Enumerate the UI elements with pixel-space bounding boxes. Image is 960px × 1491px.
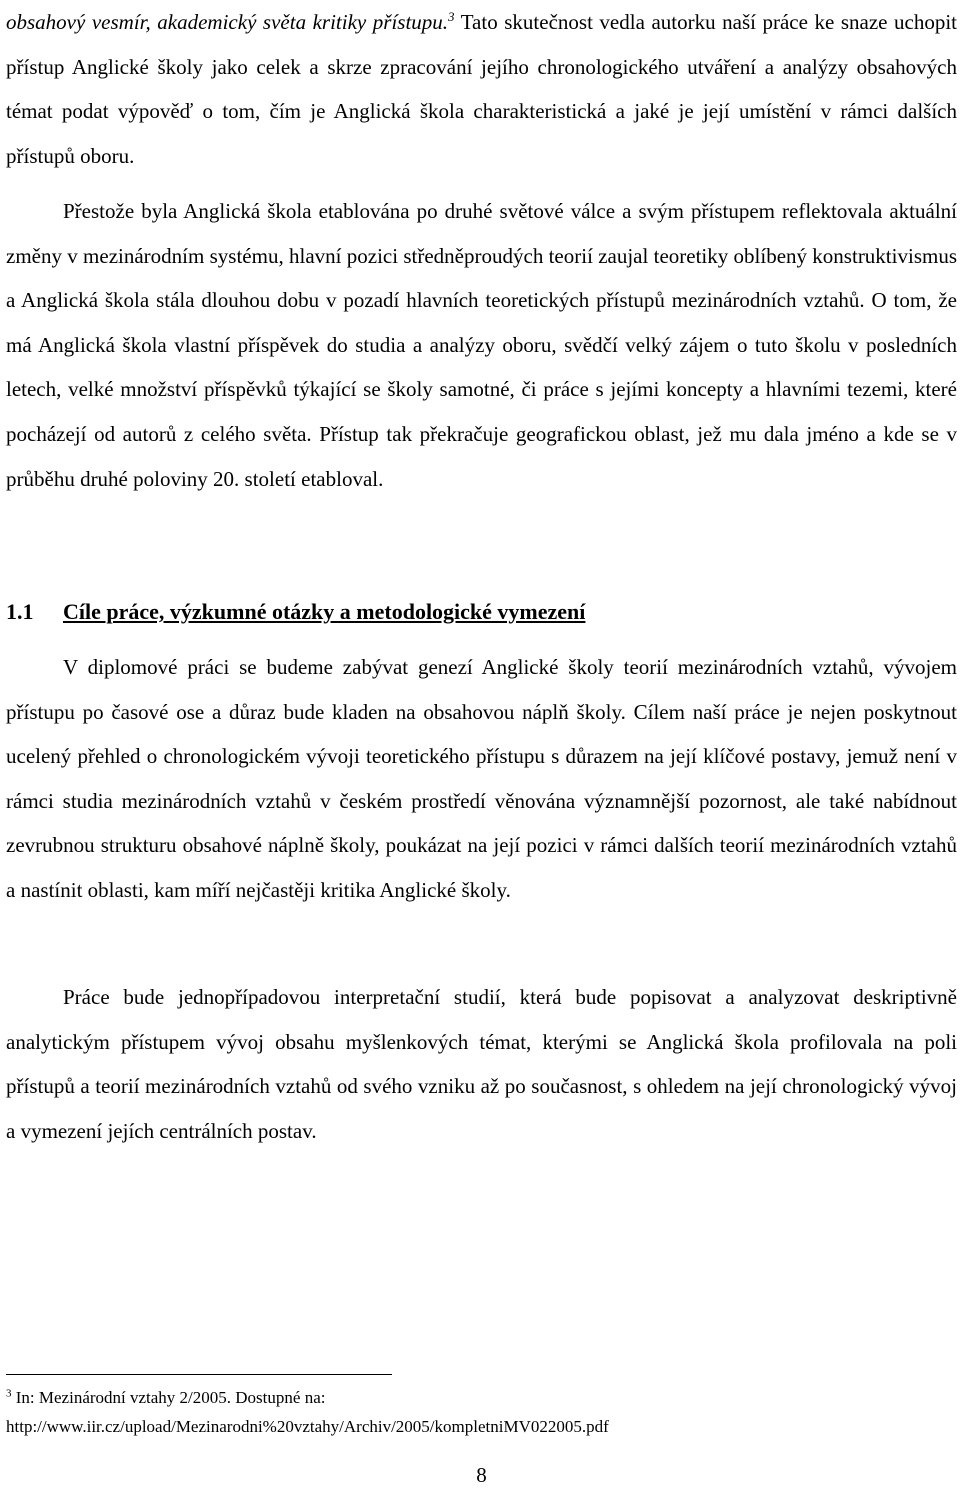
paragraph-methodology: Práce bude jednopřípadovou interpretační studií, která bude popisovat a analyzovat deskriptivně analytickým přístupem vývoj obsahu myšlenkových témat, kterými se Anglická škola profilovala na poli přístupů a teorií mezinárodních vztahů od svého vzniku až po současnost, s ohledem na její chronologický vývoj a vymezení jejích centrálních postav. [6,985,957,1143]
section-number: 1.1 [6,599,34,624]
section-title: Cíle práce, výzkumné otázky a metodologické vymezení [63,599,586,624]
footnote-mark: 3 [6,1387,12,1400]
footnote-reference[interactable]: 3 [448,9,455,24]
section-heading [6,590,957,634]
footnote [6,1383,957,1441]
paragraph-intro-continuation [6,0,957,178]
footnote-text: In: Mezinárodní vztahy 2/2005. Dostupné na: [11,1388,326,1407]
footnote-separator [6,1374,392,1375]
page-number: 8 [476,1463,487,1487]
paragraph-text: Tato skutečnost vedla autorku naší práce ke snaze uchopit přístup Anglické školy jako celek a skrze zpracování jejího chronologického utváření a analýzy obsahových témat podat výpověď o tom, čím je Anglická škola charakteristická a jaké je její umístění v rámci dalších přístupů oboru. [6,10,957,168]
paragraph-english-school-context: Přestože byla Anglická škola etablována po druhé světové válce a svým přístupem reflektovala aktuální změny v mezinárodním systému, hlavní pozici středněproudých teorií zaujal teoretiky oblíbený konstruktivismus a Anglická škola stála dlouhou dobu v pozadí hlavních teoretických přístupů mezinárodních vztahů. O tom, že má Anglická škola vlastní příspěvek do studia a analýzy oboru, svědčí velký zájem o tuto školu v posledních letech, velké množství příspěvků týkající se školy samotné, či práce s jejími koncepty a hlavními tezemi, které pocházejí od autorů z celého světa. Přístup tak překračuje geografickou oblast, jež mu dala jméno a kde se v průběhu druhé poloviny 20. století etabloval. [6,199,957,491]
document-page [6,0,957,1491]
paragraph-thesis-goals: V diplomové práci se budeme zabývat genezí Anglické školy teorií mezinárodních vztahů, vývojem přístupu po časové ose a důraz bude kladen na obsahovou náplň školy. Cílem naší práce je nejen poskytnout ucelený přehled o chronologickém vývoji teoretického přístupu s důrazem na její klíčové postavy, jemuž není v rámci studia mezinárodních vztahů v českém prostředí věnována významnější pozornost, ale také nabídnout zevrubnou strukturu obsahové náplně školy, poukázat na její pozici v rámci dalších teorií mezinárodních vztahů a nastínit oblasti, kam míří nejčastěji kritika Anglické školy. [6,655,957,902]
italic-lead-text: obsahový vesmír, akademický světa kritiky přístupu. [6,10,449,34]
footnote-url-link[interactable]: http://www.iir.cz/upload/Mezinarodni%20vztahy/Archiv/2005/kompletniMV022005.pdf [6,1417,609,1436]
